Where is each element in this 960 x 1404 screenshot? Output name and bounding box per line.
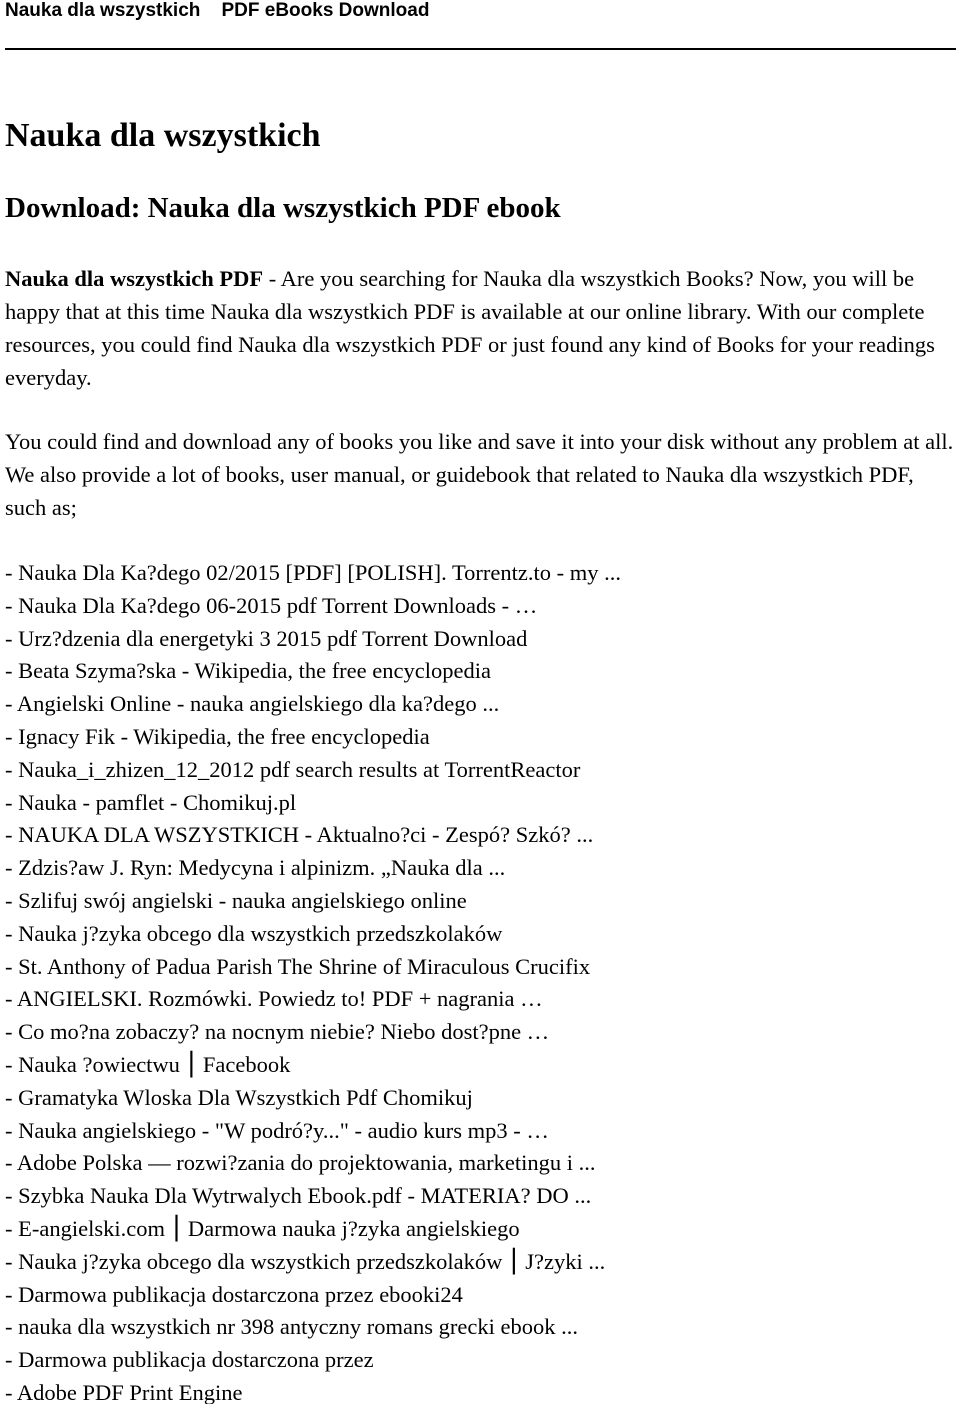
list-item: - Angielski Online - nauka angielskiego dla ka?dego ... bbox=[5, 691, 500, 717]
second-paragraph: You could find and download any of books you like and save it into your disk without any problem at all. We also provide a lot of books, user manual, or guidebook that related to Nauka dla wszystkich PDF, such as; bbox=[5, 429, 954, 520]
intro-paragraph bbox=[5, 262, 960, 394]
list-item: - NAUKA DLA WSZYSTKICH - Aktualno?ci - Zespó? Szkó? ... bbox=[5, 822, 594, 848]
list-item: - Szlifuj swój angielski - nauka angielskiego online bbox=[5, 887, 467, 913]
list-item: - Co mo?na zobaczy? na nocnym niebie? Niebo dost?pne … bbox=[5, 1019, 550, 1045]
list-item: - Szybka Nauka Dla Wytrwalych Ebook.pdf - MATERIA? DO ... bbox=[5, 1183, 592, 1209]
list-item: - Adobe PDF Print Engine bbox=[5, 1379, 243, 1404]
list-item: - Nauka ?owiectwu ⎮ Facebook bbox=[5, 1051, 291, 1077]
list-item: - Nauka Dla Ka?dego 02/2015 [PDF] [POLISH]. Torrentz.to - my ... bbox=[5, 560, 622, 585]
list-item: - Beata Szyma?ska - Wikipedia, the free encyclopedia bbox=[5, 658, 491, 684]
running-header: Nauka dla wszystkich PDF eBooks Download bbox=[5, 0, 430, 21]
list-item: - Darmowa publikacja dostarczona przez ebooki24 bbox=[5, 1281, 463, 1307]
list-item: - ANGIELSKI. Rozmówki. Powiedz to! PDF + nagrania … bbox=[5, 986, 543, 1012]
header-divider bbox=[5, 48, 956, 50]
list-item: - Urz?dzenia dla energetyki 3 2015 pdf Torrent Download bbox=[5, 625, 528, 651]
list-item: - E-angielski.com ⎮ Darmowa nauka j?zyka angielskiego bbox=[5, 1215, 520, 1241]
list-item: - St. Anthony of Padua Parish The Shrine of Miraculous Crucifix bbox=[5, 953, 591, 979]
list-item: - Nauka angielskiego - "W podró?y..." - audio kurs mp3 - … bbox=[5, 1117, 549, 1143]
document-subtitle: Download: Nauka dla wszystkich PDF ebook bbox=[5, 192, 561, 224]
list-item: - Gramatyka Wloska Dla Wszystkich Pdf Chomikuj bbox=[5, 1084, 473, 1110]
list-item: - Nauka Dla Ka?dego 06-2015 pdf Torrent Downloads - … bbox=[5, 592, 538, 618]
intro-text: - Are you searching for Nauka dla wszystkich Books? Now, you will be happy that at this time Nauka dla wszystkich PDF is available at our online library. With our complete resources, you could find Nauka dla wszystkich PDF or just found any kind of Books for your readings everyday. bbox=[5, 266, 935, 390]
list-item: - nauka dla wszystkich nr 398 antyczny romans grecki ebook ... bbox=[5, 1314, 578, 1340]
list-item: - Nauka - pamflet - Chomikuj.pl bbox=[5, 789, 297, 815]
intro-bold-lead: Nauka dla wszystkich PDF bbox=[5, 266, 264, 291]
list-item: - Zdzis?aw J. Ryn: Medycyna i alpinizm. „Nauka dla ... bbox=[5, 855, 506, 881]
list-item: - Darmowa publikacja dostarczona przez bbox=[5, 1347, 374, 1373]
related-books-list bbox=[5, 557, 960, 1404]
list-item: - Nauka j?zyka obcego dla wszystkich przedszkolaków bbox=[5, 920, 503, 946]
list-item: - Nauka j?zyka obcego dla wszystkich przedszkolaków ⎮ J?zyki ... bbox=[5, 1248, 606, 1274]
document-title: Nauka dla wszystkich bbox=[5, 117, 321, 154]
list-item: - Adobe Polska — rozwi?zania do projektowania, marketingu i ... bbox=[5, 1150, 596, 1176]
list-item: - Ignacy Fik - Wikipedia, the free encyclopedia bbox=[5, 723, 430, 749]
list-item: - Nauka_i_zhizen_12_2012 pdf search results at TorrentReactor bbox=[5, 756, 581, 782]
